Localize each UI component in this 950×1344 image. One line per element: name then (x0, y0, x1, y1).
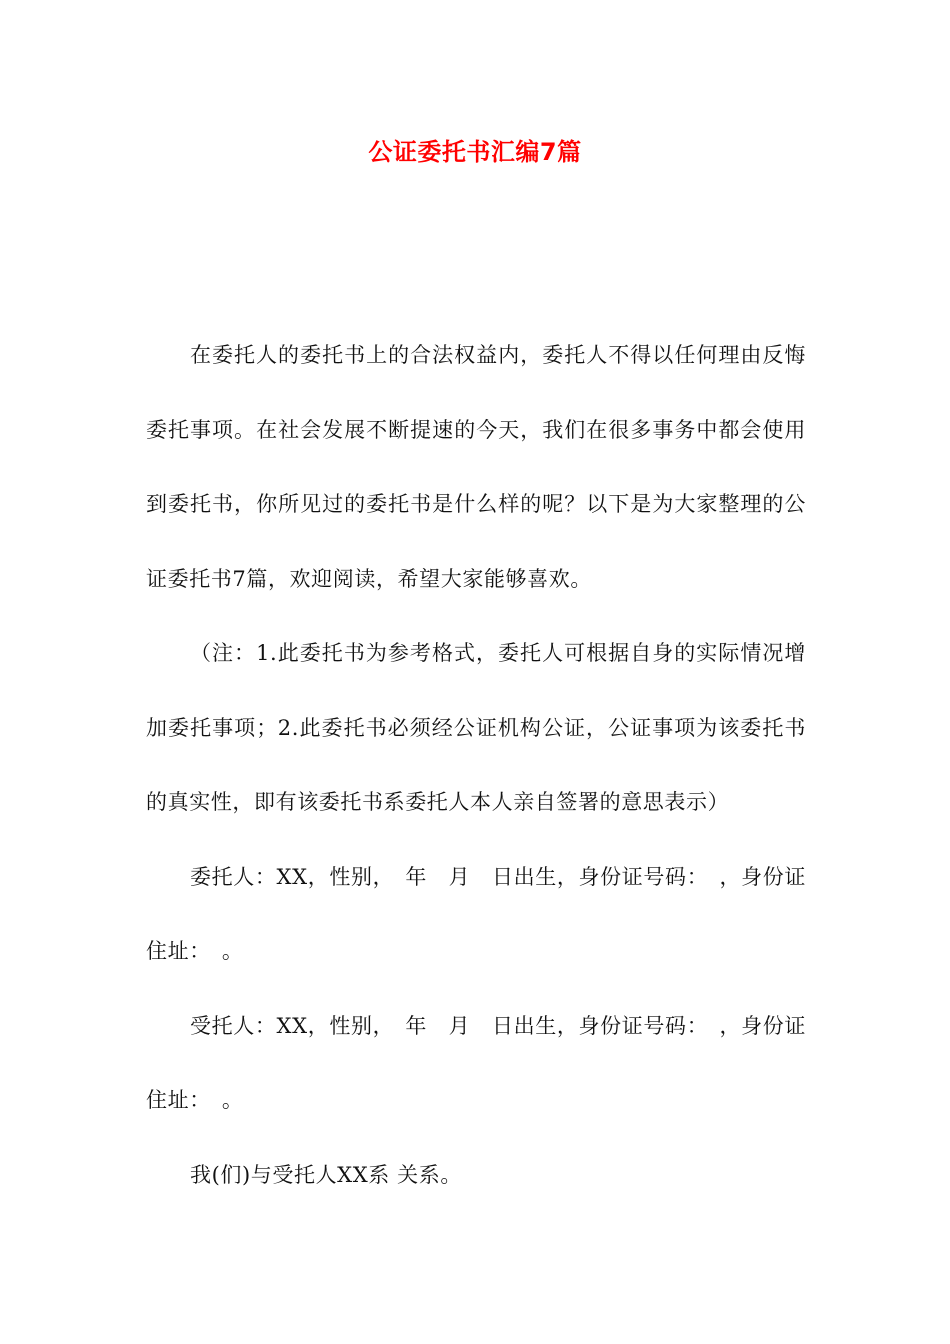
paragraph-intro: 在委托人的委托书上的合法权益内，委托人不得以任何理由反悔委托事项。在社会发展不断提速的今天，我们在很多事务中都会使用到委托书，你所见过的委托书是什么样的呢？以下是为大家整理的公证委托书7篇，欢迎阅读，希望大家能够喜欢。 (146, 343, 806, 591)
paragraph-note: （注：1.此委托书为参考格式，委托人可根据自身的实际情况增加委托事项；2.此委托书必须经公证机构公证，公证事项为该委托书的真实性，即有该委托书系委托人本人亲自签署的意思表示） (146, 641, 806, 814)
paragraph-principal: 委托人：XX，性别， 年 月 日出生，身份证号码： ，身份证住址： 。 (146, 864, 806, 963)
document-title: 公证委托书汇编7篇 (368, 138, 582, 166)
paragraph-agent: 受托人：XX，性别， 年 月 日出生，身份证号码： ，身份证住址： 。 (146, 1013, 806, 1112)
paragraph-relationship: 我(们)与受托人XX系 关系。 (190, 1162, 462, 1187)
document-body (146, 318, 806, 1212)
